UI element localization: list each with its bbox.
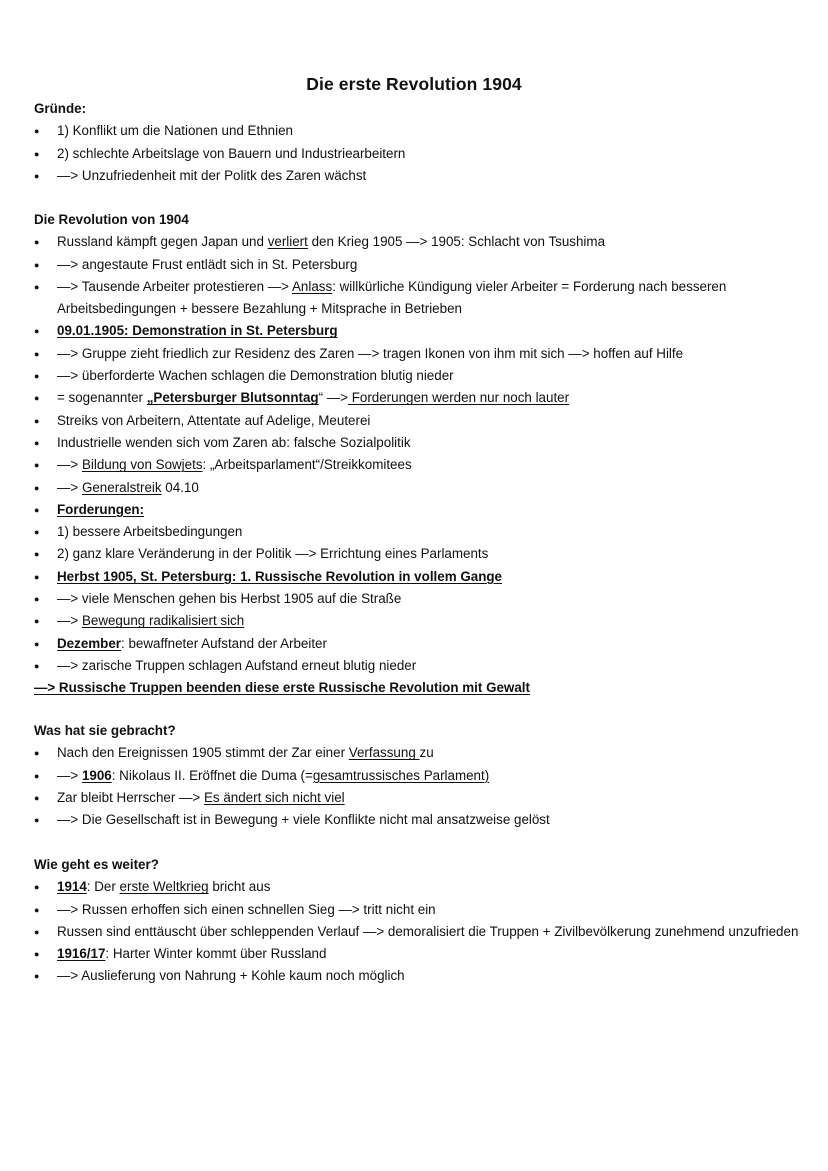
list-item: ● Nach den Ereignissen 1905 stimmt der Zar einer Verfassung zu xyxy=(34,742,804,764)
list-item: ● Zar bleibt Herrscher —> Es ändert sich nicht viel xyxy=(34,787,804,809)
list-item: ● Russland kämpft gegen Japan und verliert den Krieg 1905 —> 1905: Schlacht von Tsushima xyxy=(34,231,804,253)
bullet-list xyxy=(34,231,804,677)
conclusion-line: —> Russische Truppen beenden diese erste Russische Revolution mit Gewalt xyxy=(34,680,530,696)
list-item: ● —> Generalstreik 04.10 xyxy=(34,477,804,499)
list-item: ● —> Bildung von Sowjets: „Arbeitsparlament“/Streikkomitees xyxy=(34,454,804,476)
list-item: ● —> Die Gesellschaft ist in Bewegung + viele Konflikte nicht mal ansatzweise gelöst xyxy=(34,809,804,831)
list-item: ● —> 1906: Nikolaus II. Eröffnet die Duma (=gesamtrussisches Parlament) xyxy=(34,765,804,787)
list-item: ● —> angestaute Frust entlädt sich in St. Petersburg xyxy=(34,254,804,276)
list-item: ● 2) schlechte Arbeitslage von Bauern und Industriearbeitern xyxy=(34,143,804,165)
list-item: ● 1914: Der erste Weltkrieg bricht aus xyxy=(34,876,804,898)
section-heading: Wie geht es weiter? xyxy=(34,857,159,872)
section-revolution xyxy=(34,209,804,700)
list-item: ● 1) bessere Arbeitsbedingungen xyxy=(34,521,804,543)
list-item: ● —> viele Menschen gehen bis Herbst 1905 auf die Straße xyxy=(34,588,804,610)
section-weiter xyxy=(34,854,804,988)
list-item: ● Dezember: bewaffneter Aufstand der Arbeiter xyxy=(34,633,804,655)
list-item: ● —> Russen erhoffen sich einen schnellen Sieg —> tritt nicht ein xyxy=(34,899,804,921)
list-item: ● —> zarische Truppen schlagen Aufstand erneut blutig nieder xyxy=(34,655,804,677)
list-item: ● 09.01.1905: Demonstration in St. Petersburg xyxy=(34,320,804,342)
list-item: ● —> Bewegung radikalisiert sich xyxy=(34,610,804,632)
bullet-list xyxy=(34,742,804,831)
section-gebracht xyxy=(34,720,804,831)
list-item: ● 1916/17: Harter Winter kommt über Russland xyxy=(34,943,804,965)
section-gruende xyxy=(34,98,804,187)
list-item: ● —> Gruppe zieht friedlich zur Residenz des Zaren —> tragen Ikonen von ihm mit sich —> hoffen auf Hilfe xyxy=(34,343,804,365)
bullet-list xyxy=(34,876,804,987)
list-item: ● 1) Konflikt um die Nationen und Ethnien xyxy=(34,120,804,142)
list-item: ● —> Unzufriedenheit mit der Politk des Zaren wächst xyxy=(34,165,804,187)
section-heading: Gründe: xyxy=(34,101,87,116)
bullet-list xyxy=(34,120,804,187)
section-heading: Was hat sie gebracht? xyxy=(34,723,176,738)
list-item: ● 2) ganz klare Veränderung in der Politik —> Errichtung eines Parlaments xyxy=(34,543,804,565)
list-item: ● Herbst 1905, St. Petersburg: 1. Russische Revolution in vollem Gange xyxy=(34,566,804,588)
list-item: ● —> Tausende Arbeiter protestieren —> Anlass: willkürliche Kündigung vieler Arbeiter = Forderung nach besseren Arbeitsbedingungen + bessere Bezahlung + Mitsprache in Betrieben xyxy=(34,276,804,321)
list-item: ● —> Auslieferung von Nahrung + Kohle kaum noch möglich xyxy=(34,965,804,987)
section-heading: Die Revolution von 1904 xyxy=(34,212,189,227)
list-item: ● Streiks von Arbeitern, Attentate auf Adelige, Meuterei xyxy=(34,410,804,432)
list-item: ● —> überforderte Wachen schlagen die Demonstration blutig nieder xyxy=(34,365,804,387)
list-item: ● Forderungen: xyxy=(34,499,804,521)
page-title: Die erste Revolution 1904 xyxy=(306,74,522,94)
list-item: ● Russen sind enttäuscht über schleppenden Verlauf —> demoralisiert die Truppen + Zivilbevölkerung zunehmend unzufrieden xyxy=(34,921,804,943)
list-item: ● Industrielle wenden sich vom Zaren ab: falsche Sozialpolitik xyxy=(34,432,804,454)
list-item: ● = sogenannter „Petersburger Blutsonntag“ —> Forderungen werden nur noch lauter xyxy=(34,387,804,409)
